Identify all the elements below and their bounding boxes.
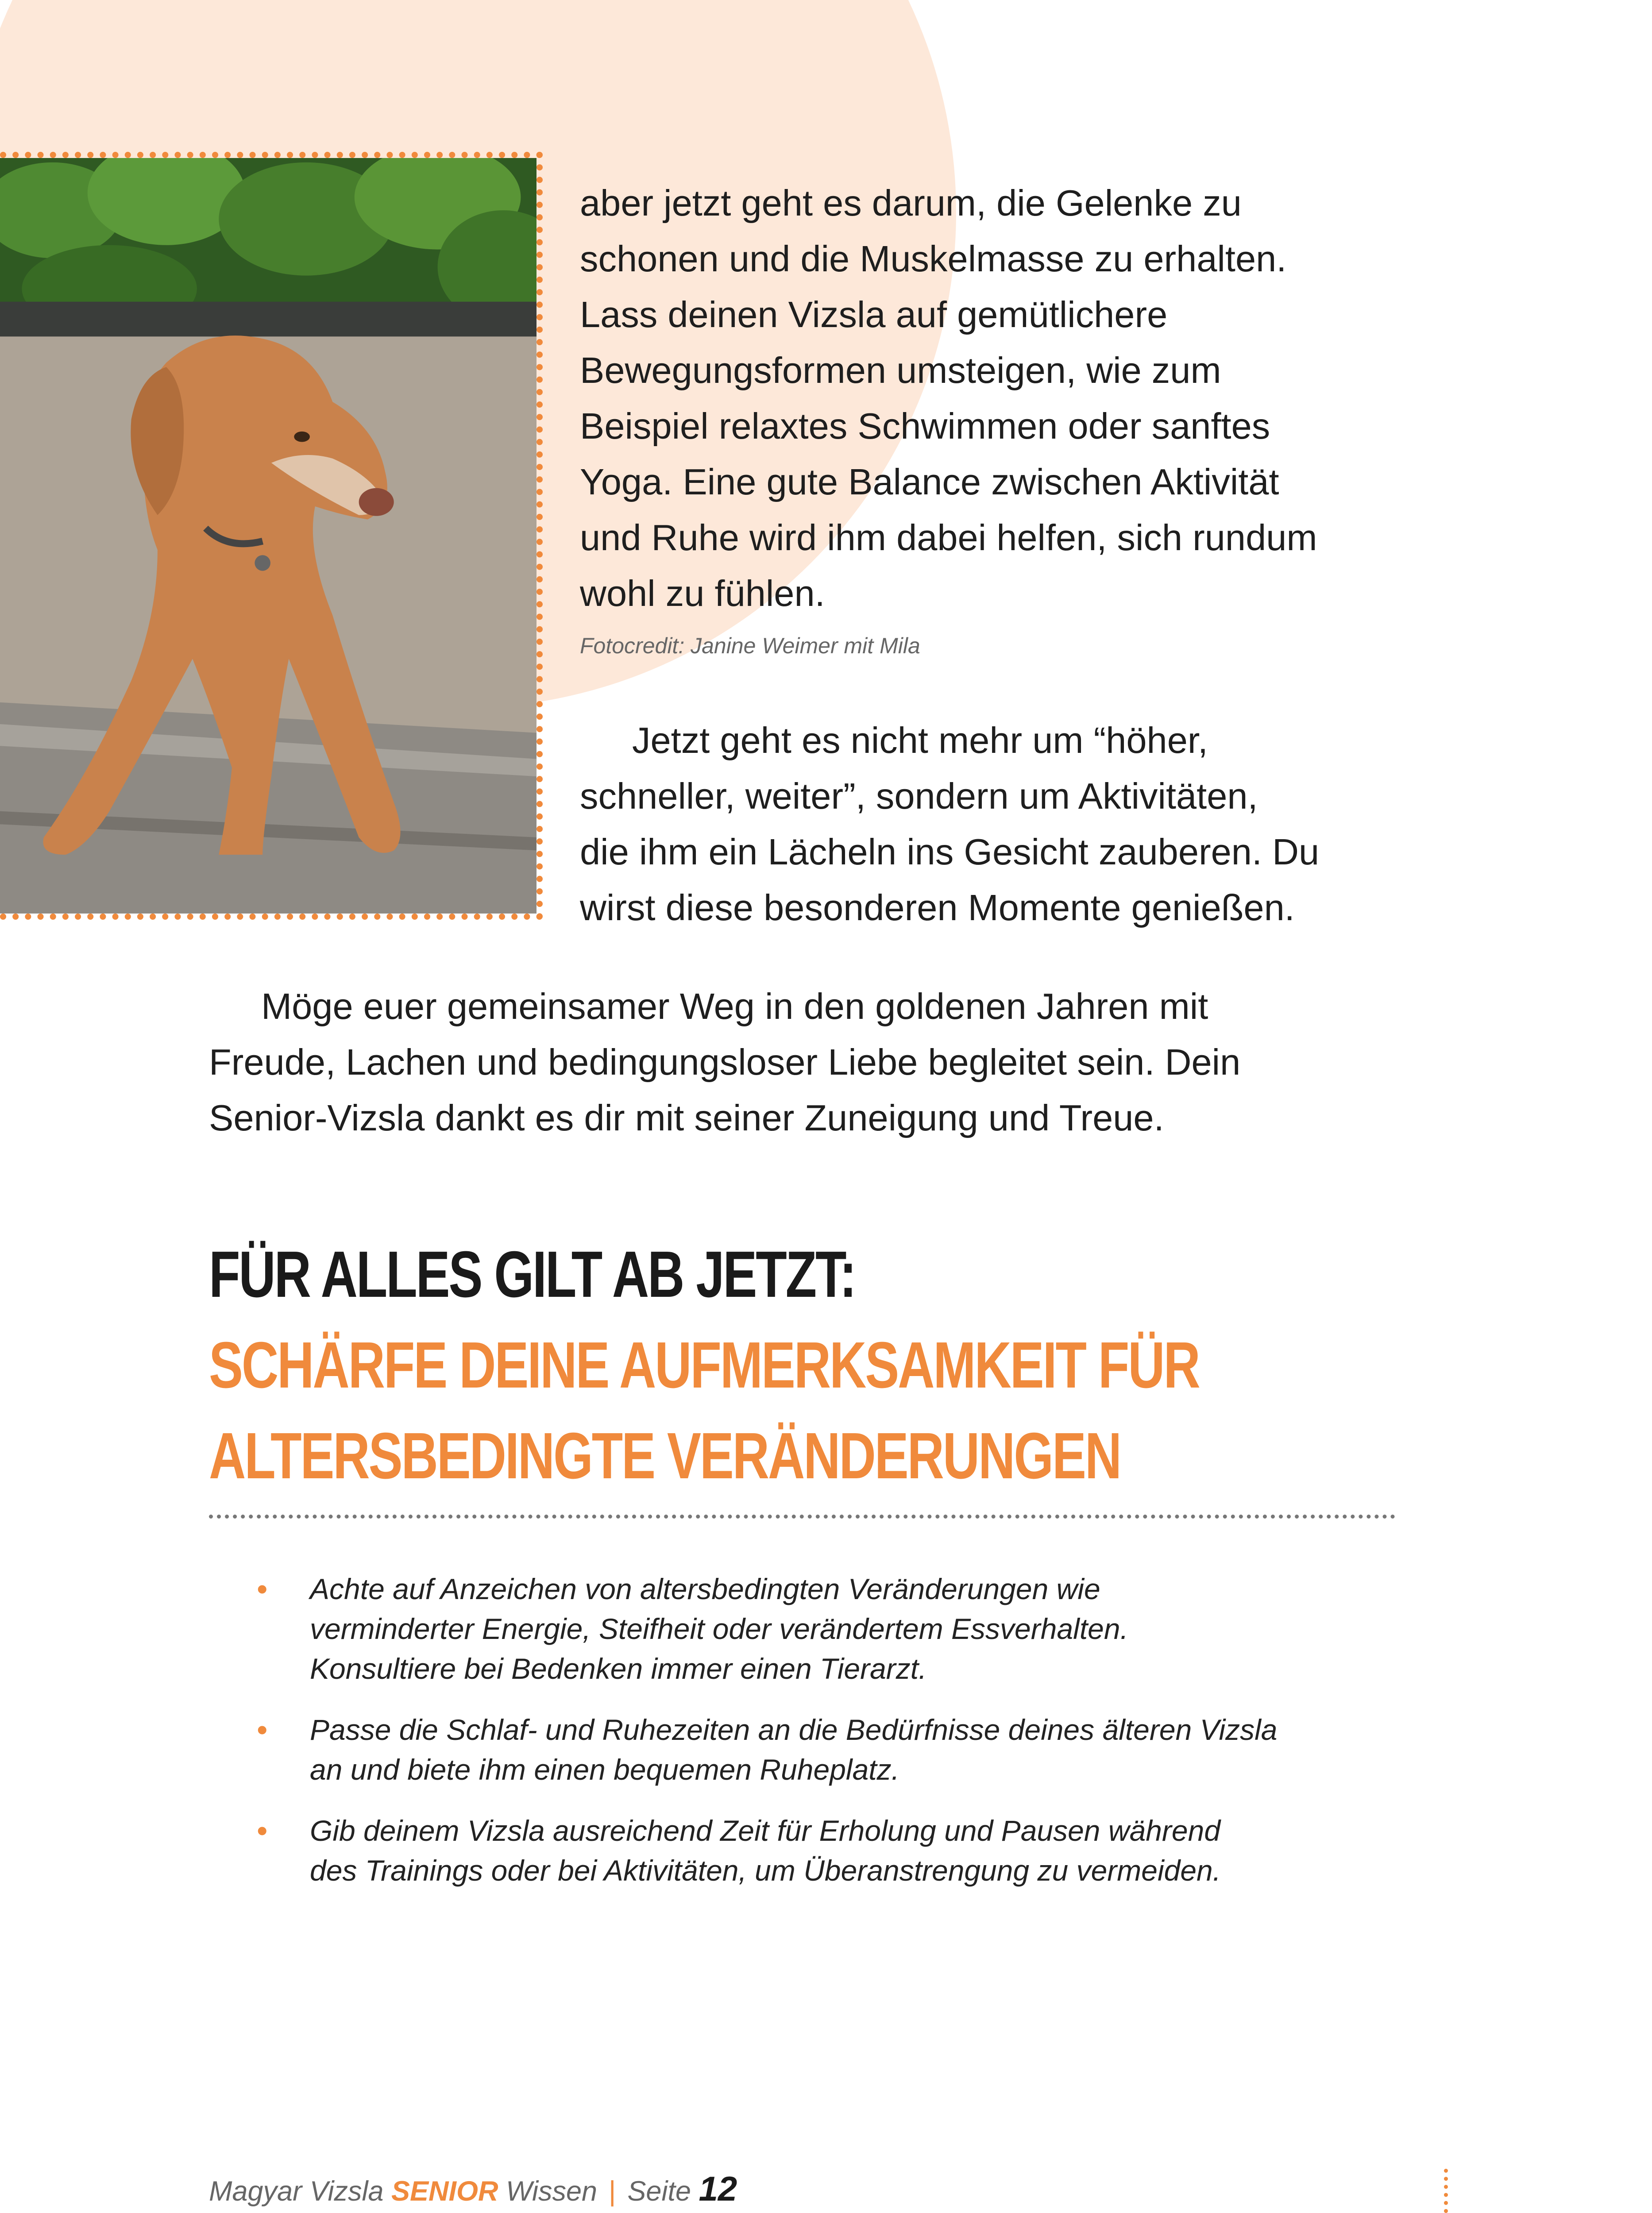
- text-line: Bewegungsformen umsteigen, wie zum: [580, 350, 1221, 391]
- list-item: [257, 1710, 1408, 1789]
- footer-page-label: Seite: [627, 2176, 699, 2207]
- text-line: die ihm ein Lächeln ins Gesicht zauberen. Du: [580, 831, 1320, 872]
- text-line: aber jetzt geht es darum, die Gelenke zu: [580, 182, 1242, 224]
- intro-paragraph: [580, 175, 1317, 621]
- list-item: [257, 1811, 1408, 1890]
- text-line: Möge euer gemeinsamer Weg in den goldenen Jahren mit: [261, 986, 1208, 1027]
- section-heading-line1: FÜR ALLES GILT AB JETZT:: [209, 1238, 855, 1311]
- text-line: Passe die Schlaf- und Ruhezeiten an die Bedürfnisse deines älteren Vizsla: [310, 1713, 1278, 1746]
- text-line: Beispiel relaxtes Schwimmen oder sanftes: [580, 405, 1270, 447]
- text-line: verminderter Energie, Steifheit oder verändertem Essverhalten.: [310, 1612, 1128, 1645]
- text-line: schonen und die Muskelmasse zu erhalten.: [580, 238, 1287, 279]
- photo-credit: Fotocredit: Janine Weimer mit Mila: [580, 633, 920, 658]
- page-number: 12: [699, 2169, 737, 2208]
- bullet-icon: •: [257, 1572, 268, 1606]
- text-line: an und biete ihm einen bequemen Ruheplatz.: [310, 1753, 899, 1786]
- text-line: Lass deinen Vizsla auf gemütlichere: [580, 294, 1168, 335]
- text-line: Jetzt geht es nicht mehr um “höher,: [632, 720, 1208, 761]
- text-line: Senior-Vizsla dankt es dir mit seiner Zuneigung und Treue.: [209, 1097, 1164, 1138]
- tips-list: [257, 1569, 1408, 1912]
- footer-separator: |: [609, 2176, 616, 2207]
- text-line: schneller, weiter”, sondern um Aktivitäten,: [580, 775, 1258, 817]
- second-paragraph: [580, 713, 1319, 936]
- bullet-icon: •: [257, 1712, 268, 1747]
- footer-dotted-rule: [1444, 2169, 1448, 2213]
- footer-brand-suffix: Wissen: [498, 2176, 598, 2207]
- text-line: wohl zu fühlen.: [580, 573, 825, 614]
- text-line: wirst diese besonderen Momente genießen.: [580, 887, 1295, 928]
- dog-photo: [0, 152, 543, 920]
- list-item: [257, 1569, 1408, 1689]
- text-line: Achte auf Anzeichen von altersbedingten Veränderungen wie: [310, 1573, 1100, 1605]
- section-heading-line2: SCHÄRFE DEINE AUFMERKSAMKEIT FÜR: [209, 1329, 1199, 1402]
- text-line: Konsultiere bei Bedenken immer einen Tierarzt.: [310, 1652, 927, 1685]
- bullet-icon: •: [257, 1813, 268, 1848]
- page-footer: [209, 2169, 737, 2209]
- footer-brand-accent: SENIOR: [391, 2176, 498, 2207]
- text-line: und Ruhe wird ihm dabei helfen, sich rundum: [580, 517, 1317, 558]
- text-line: Yoga. Eine gute Balance zwischen Aktivität: [580, 461, 1279, 502]
- section-heading-line3: ALTERSBEDINGTE VERÄNDERUNGEN: [209, 1419, 1121, 1492]
- text-line: des Trainings oder bei Aktivitäten, um Überanstrengung zu vermeiden.: [310, 1854, 1221, 1887]
- dog-photo-image: [0, 158, 537, 914]
- text-line: Gib deinem Vizsla ausreichend Zeit für Erholung und Pausen während: [310, 1814, 1221, 1847]
- footer-brand-prefix: Magyar Vizsla: [209, 2176, 391, 2207]
- text-line: Freude, Lachen und bedingungsloser Liebe begleitet sein. Dein: [209, 1041, 1241, 1083]
- section-divider: [209, 1515, 1395, 1519]
- third-paragraph: [209, 979, 1240, 1146]
